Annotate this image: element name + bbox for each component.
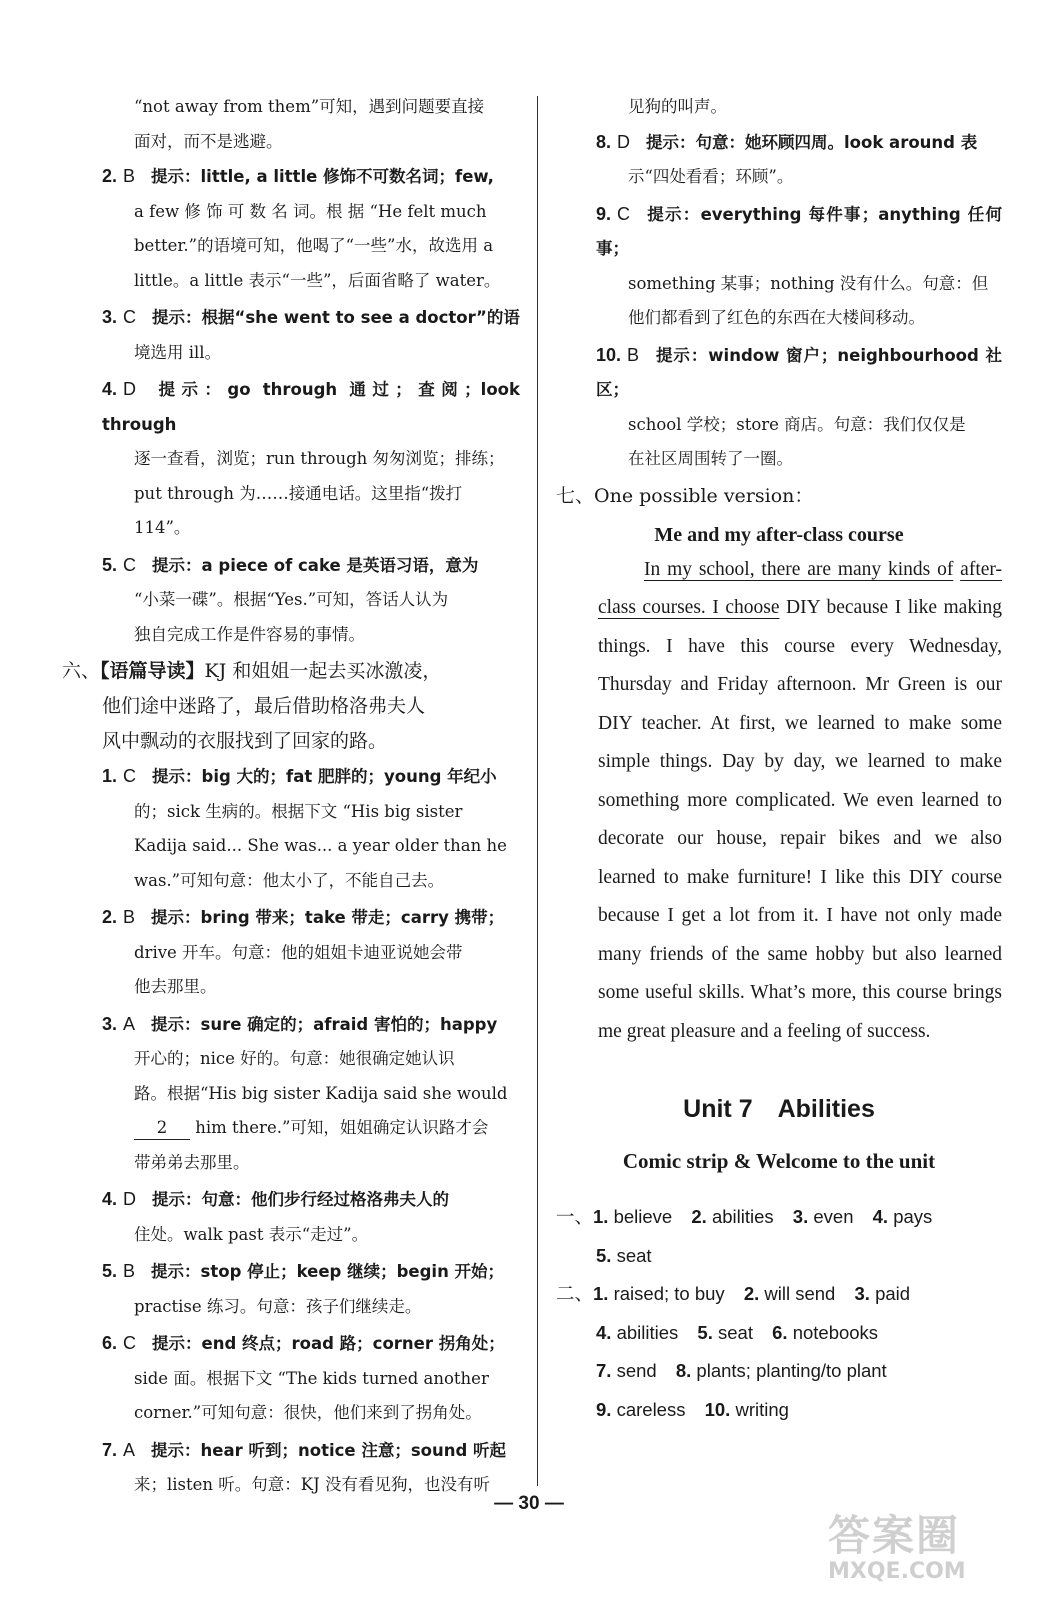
unit-title: Unit 7 Abilities xyxy=(683,1095,875,1123)
answer-list-c xyxy=(556,125,1002,477)
answer-item: 2. B 提示：little, a little 修饰不可数名词；few, a few 修 饰 可 数 名 词。根 据 “He felt much better.”的语境可知，他喝了“一些”水，故选用 a little。a little 表示“一些”，后面省略了 water。 xyxy=(102,166,501,290)
left-column xyxy=(62,90,520,1505)
page-number: — 30 — xyxy=(494,1493,564,1514)
essay-body: In my school, there are many kinds of after-class courses. I choose DIY because I like making things. I have this course every Wednesday, Thursday and Friday afternoon. Mr Green is our DIY teacher. At first, we learned to make some simple things. Day by day, we learned to make something more complicated. We even learned to decorate our house, repair bikes and we also learned to make furniture! I like this DIY course because I get a lot from it. I have not only made many friends of the same hobby but also learned some useful skills. What’s more, this course brings me great pleasure and a feeling of success. xyxy=(598,558,1003,1042)
answer-item: 1. C 提示：big 大的；fat 肥胖的；young 年纪小 的；sick 生病的。根据下文 “His big sister Kadija said... She was... a year older than he was.”可知句意：他太小了，不能自己去。 xyxy=(102,766,507,890)
intro-text: “not away from them”可知，遇到问题要直接 面对，而不是逃避。 xyxy=(134,97,485,151)
vocab-section-one: 一、1. believe 2. abilities 3. even 4. pays 5. seat xyxy=(556,1206,933,1266)
answer-item: 3. C 提示：根据“she went to see a doctor”的语 境选用 ill。 xyxy=(102,307,520,362)
answer-item: 5. B 提示：stop 停止；keep 继续；begin 开始； practise 练习。句意：孩子们继续走。 xyxy=(102,1261,505,1316)
section-six-header: 六、【语篇导读】KJ 和姐姐一起去买冰激凌， 他们途中迷路了，最后借助格洛弗夫人 风中飘动的衣服找到了回家的路。 xyxy=(62,660,442,752)
section-seven-header: 七、One possible version： xyxy=(556,484,814,507)
answer-item: 5. C 提示：a piece of cake 是英语习语，意为 “小菜一碟”。根据“Yes.”可知，答话人认为 独自完成工作是件容易的事情。 xyxy=(102,554,479,644)
answer-item: 3. A 提示：sure 确定的；afraid 害怕的；happy 开心的；nice 好的。句意：她很确定她认识 路。根据“His big sister Kadija said she would 2 him there.”可知，姐姐确定认识路才会 带弟弟去那里。 xyxy=(102,1013,508,1172)
vocab-section-two: 二、1. raised; to buy 2. will send 3. paid 4. abilities 5. seat 6. notebooks 7. send 8. plants; planting/to plant 9. careless 10. writing xyxy=(556,1283,911,1420)
watermark-logo: 答案圈 MXQE.COM xyxy=(828,1511,966,1584)
answer-list-b xyxy=(62,759,520,1503)
answer-item: 7. A 提示：hear 听到；notice 注意；sound 听起 来；listen 听。句意：KJ 没有看见狗，也没有听 xyxy=(102,1439,507,1494)
answer-item: 6. C 提示：end 终点；road 路；corner 拐角处； side 面。根据下文 “The kids turned another corner.”可知句意：很快，他们来到了拐角处。 xyxy=(102,1333,505,1422)
answer-item: 10. B 提示：window 窗户；neighbourhood 社区； school 学校；store 商店。句意：我们仅仅是 在社区周围转了一圈。 xyxy=(596,344,1002,468)
right-column xyxy=(556,90,1002,1429)
essay-title: Me and my after-class course xyxy=(654,523,904,546)
answer-item: 4. D 提示：句意：他们步行经过格洛弗夫人的 住处。walk past 表示“走过”。 xyxy=(102,1189,450,1244)
carry-over-text: 见狗的叫声。 xyxy=(628,97,727,116)
answer-item: 8. D 提示：句意：她环顾四周。look around 表 示“四处看看；环顾”。 xyxy=(596,131,978,186)
answer-item: 2. B 提示：bring 带来；take 带走；carry 携带； drive 开车。句意：他的姐姐卡迪亚说她会带 他去那里。 xyxy=(102,907,505,996)
answer-item: 9. C 提示：everything 每件事；anything 任何事； something 某事；nothing 没有什么。句意：但 他们都看到了红色的东西在大楼间移动。 xyxy=(596,203,1002,327)
column-divider xyxy=(537,96,538,1486)
answer-item: 4. D 提示：go through 通过；查阅；look through 逐一查看，浏览；run through 匆匆浏览；排练； put through 为……接通电话。这里指“拨打 114”。 xyxy=(102,379,520,537)
answer-blank: 2 xyxy=(134,1117,190,1140)
unit-subtitle: Comic strip & Welcome to the unit xyxy=(622,1149,936,1173)
answer-list-a xyxy=(62,159,520,652)
